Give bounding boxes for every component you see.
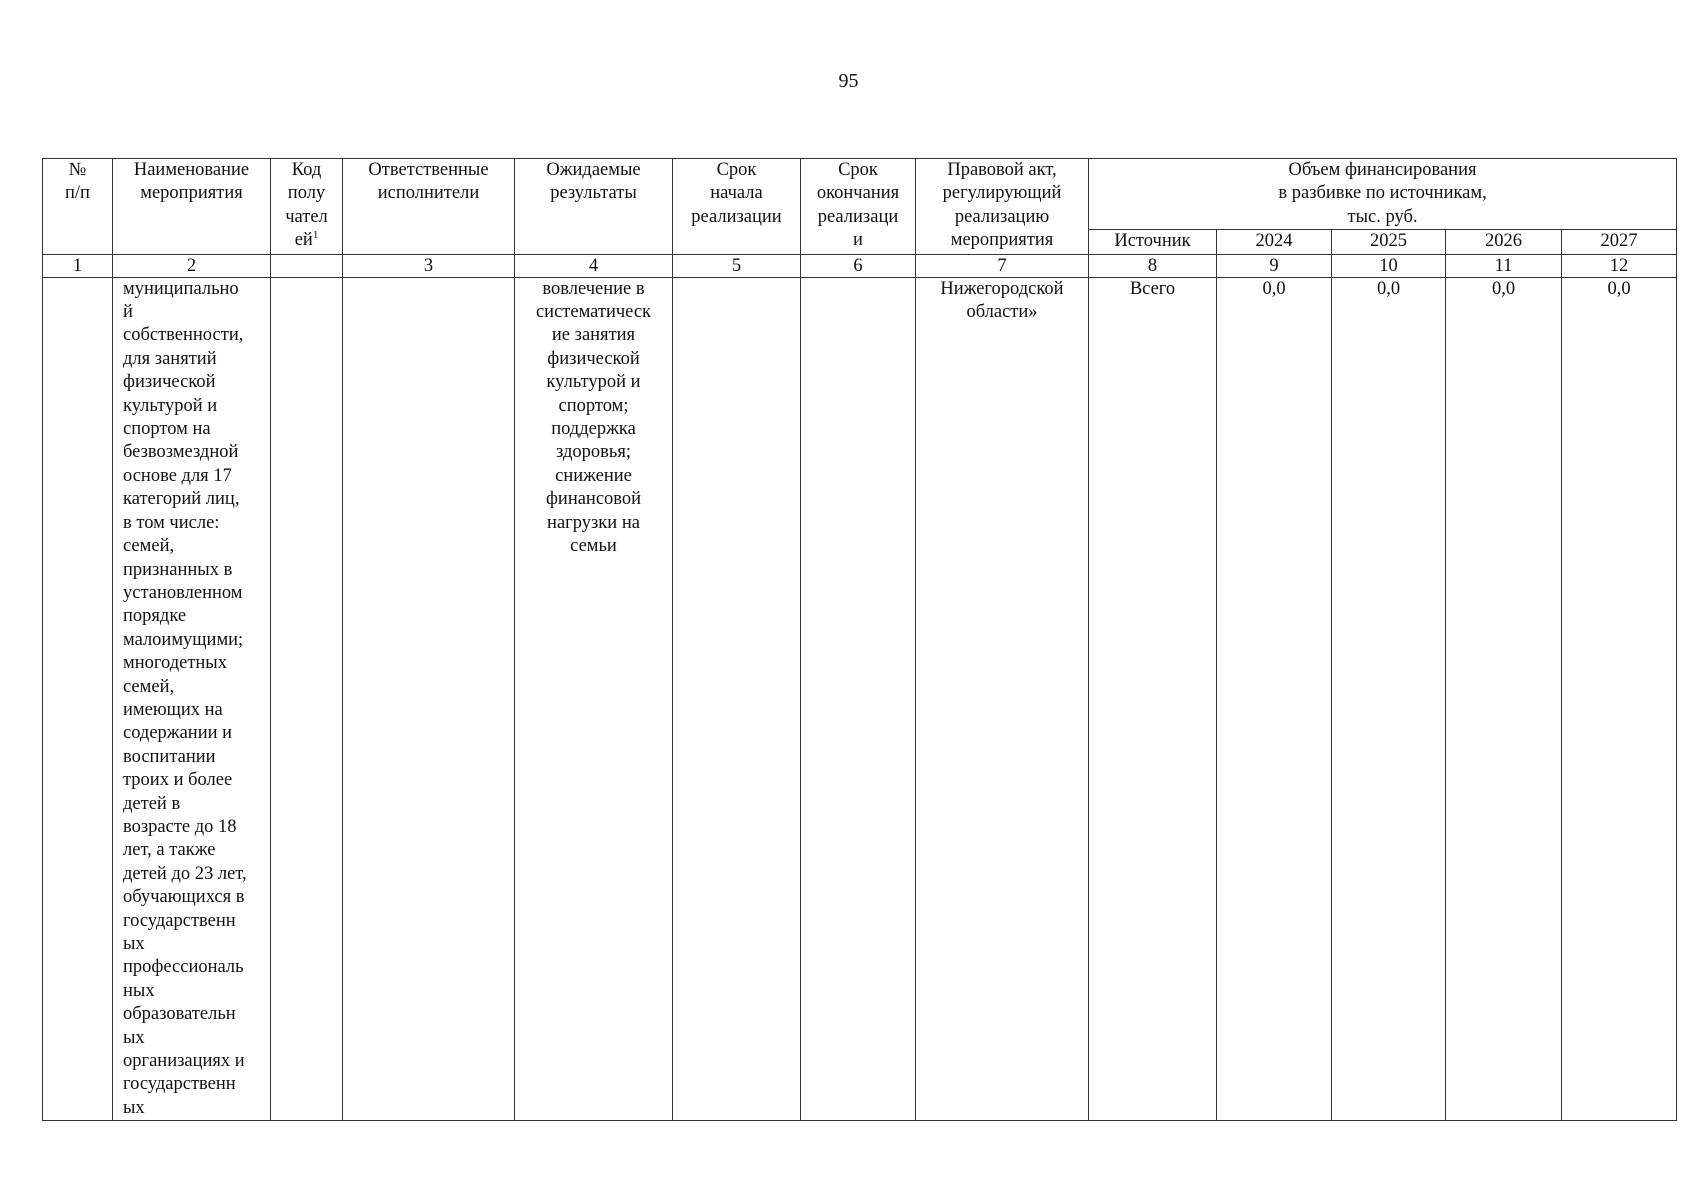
colnum-6: 6 (801, 254, 916, 277)
cell-2026: 0,0 (1446, 277, 1562, 1121)
colnum-2: 2 (113, 254, 271, 277)
header-legal-act (916, 159, 1089, 255)
cell-activity-name (113, 277, 271, 1121)
header-name (113, 159, 271, 255)
cell-2027: 0,0 (1562, 277, 1677, 1121)
header-financing (1089, 159, 1677, 230)
colnum-3-empty (271, 254, 343, 277)
header-end (801, 159, 916, 255)
cell-start (673, 277, 801, 1121)
colnum-9: 9 (1217, 254, 1332, 277)
cell-num (43, 277, 113, 1121)
header-start (673, 159, 801, 255)
cell-2024: 0,0 (1217, 277, 1332, 1121)
cell-legal-act (916, 277, 1089, 1121)
activities-table (42, 158, 1677, 1121)
column-number-row (43, 254, 1677, 277)
cell-results (515, 277, 673, 1121)
cell-text: Код полу чател ей (285, 160, 328, 251)
colnum-11: 11 (1446, 254, 1562, 277)
footnote-mark: 1 (312, 229, 319, 242)
colnum-7: 7 (916, 254, 1089, 277)
colnum-12: 12 (1562, 254, 1677, 277)
page-number: 95 (838, 70, 859, 92)
table-row (43, 277, 1677, 1121)
cell-text: муниципально й собственности, для занятий физической культурой и спортом на безвозмездной основе для 17 категорий лиц, в том числе: семей, признанных в установленном порядке малоимущими; многодетных семей, имеющих на содержании и воспитании троих и более детей в возрасте до 18 лет, а также детей до 23 лет, обучающихся в государственн ых профессиональ ных образовательн ых организациях и государственн ых (123, 278, 247, 1118)
cell-2025: 0,0 (1332, 277, 1446, 1121)
cell-text: № п/п (65, 160, 90, 204)
cell-text: Правовой акт, регулирующий реализацию мероприятия (942, 160, 1062, 251)
colnum-10: 10 (1332, 254, 1446, 277)
cell-end (801, 277, 916, 1121)
cell-text: Ответственные исполнители (368, 160, 489, 204)
cell-text: Срок окончания реализаци и (816, 160, 900, 251)
header-year-2024: 2024 (1217, 230, 1332, 254)
header-num (43, 159, 113, 255)
colnum-5: 5 (673, 254, 801, 277)
cell-text: Нижегородской области» (940, 278, 1064, 323)
cell-source: Всего (1089, 277, 1217, 1121)
cell-text: Объем финансирования в разбивке по источникам, тыс. руб. (1278, 160, 1487, 227)
header-recipient-code (271, 159, 343, 255)
header-executors (343, 159, 515, 255)
header-results (515, 159, 673, 255)
cell-text: Срок начала реализации (691, 160, 782, 227)
header-row-1 (43, 159, 1677, 230)
cell-text: Наименование мероприятия (133, 160, 250, 204)
cell-text: вовлечение в систематическ ие занятия физической культурой и спортом; поддержка здоровья; снижение финансовой нагрузки на семьи (535, 278, 652, 557)
colnum-1: 1 (43, 254, 113, 277)
colnum-8: 8 (1089, 254, 1217, 277)
header-year-2026: 2026 (1446, 230, 1562, 254)
header-year-2025: 2025 (1332, 230, 1446, 254)
colnum-4: 4 (515, 254, 673, 277)
cell-recipient-code (271, 277, 343, 1121)
colnum-3: 3 (343, 254, 515, 277)
cell-text: Ожидаемые результаты (546, 160, 641, 204)
cell-executors (343, 277, 515, 1121)
header-source: Источник (1089, 230, 1217, 254)
header-year-2027: 2027 (1562, 230, 1677, 254)
